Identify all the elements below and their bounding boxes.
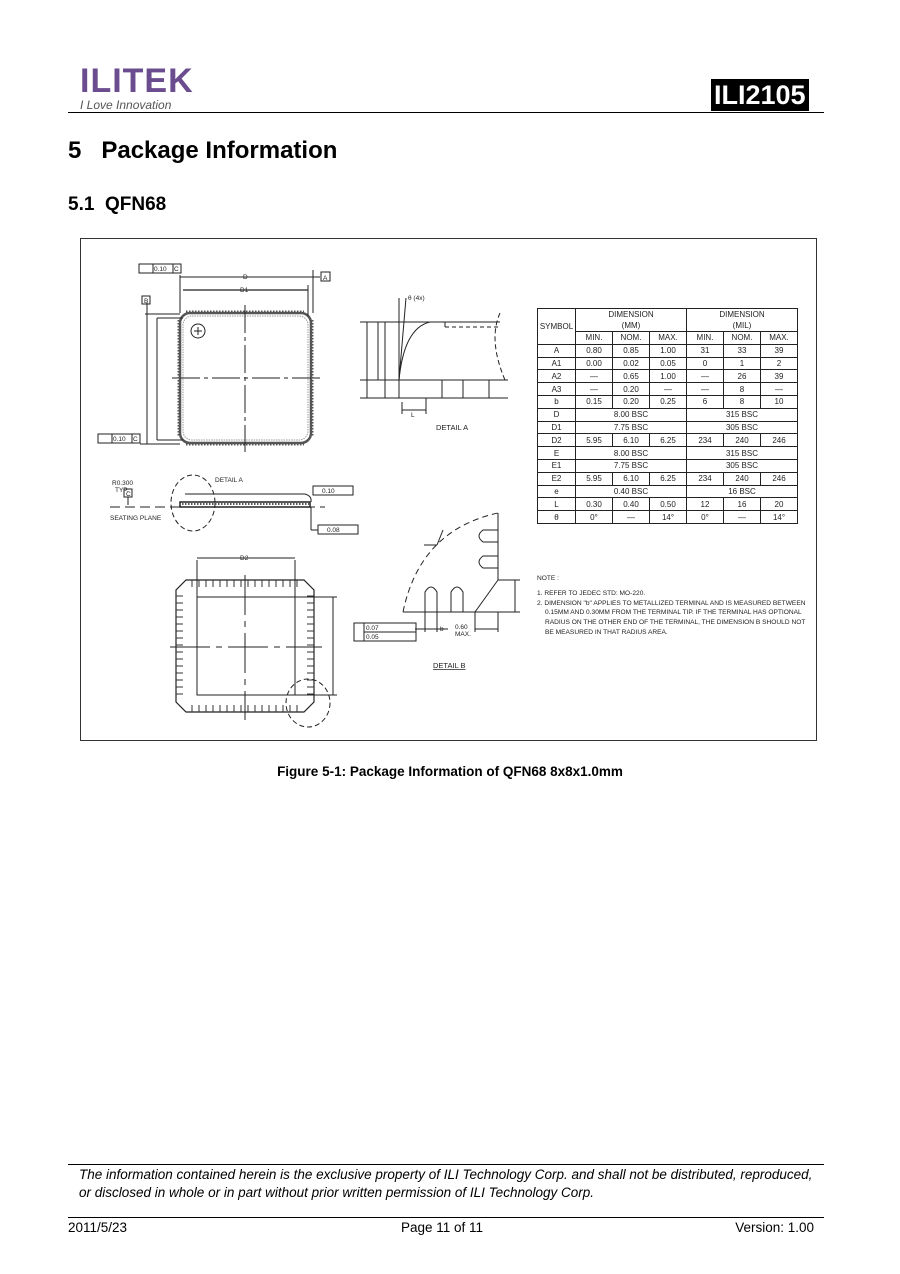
- svg-text:D: D: [243, 274, 248, 281]
- section-heading: 5 Package Information: [68, 137, 338, 164]
- svg-text:A: A: [323, 275, 328, 282]
- footer-page-number: Page 11 of 11: [400, 1220, 484, 1235]
- svg-text:0.07: 0.07: [366, 625, 379, 632]
- top-tol-label: 0.10: [154, 266, 167, 273]
- footer-version: Version: 1.00: [735, 1220, 814, 1235]
- svg-text:b: b: [440, 626, 444, 633]
- product-chip-label: ILI2105: [711, 79, 809, 111]
- table-row: A1 0.00 0.02 0.05 0 1 2: [538, 357, 798, 370]
- company-tagline: I Love Innovation: [80, 98, 172, 112]
- company-logo: ILITEK: [80, 62, 194, 100]
- subsection-heading: 5.1 QFN68: [68, 194, 167, 215]
- svg-text:0.05: 0.05: [366, 634, 379, 641]
- table-row: θ 0° — 14° 0° — 14°: [538, 511, 798, 524]
- svg-text:B: B: [144, 298, 149, 305]
- svg-text:0.60: 0.60: [455, 624, 468, 631]
- svg-text:DETAIL A: DETAIL A: [215, 477, 243, 484]
- table-row: E1 7.75 BSC 305 BSC: [538, 459, 798, 472]
- svg-text:R0.300: R0.300: [112, 480, 133, 487]
- svg-text:C: C: [126, 491, 131, 498]
- svg-text:D2: D2: [240, 555, 249, 562]
- drawing-notes: [537, 574, 807, 638]
- confidentiality-notice: The information contained herein is the exclusive property of ILI Technology Corp. and shall not be distributed, reproduced, or disclosed in whole or in part without prior written permission of ILI Technology Corp.: [79, 1167, 813, 1200]
- table-row: E2 5.95 6.10 6.25 234 240 246: [538, 472, 798, 485]
- table-row: A2 — 0.65 1.00 — 26 39: [538, 370, 798, 383]
- table-row: D2 5.95 6.10 6.25 234 240 246: [538, 434, 798, 447]
- figure-caption: Figure 5-1: Package Information of QFN68 8x8x1.0mm: [277, 764, 623, 779]
- svg-text:SEATING PLANE: SEATING PLANE: [110, 515, 162, 522]
- svg-text:0.08: 0.08: [327, 527, 340, 534]
- svg-text:L: L: [411, 412, 415, 419]
- svg-text:θ (4x): θ (4x): [408, 295, 425, 302]
- note-item: 2. DIMENSION "b" APPLIES TO METALLIZED TERMINAL AND IS MEASURED BETWEEN 0.15MM AND 0.30MM FROM THE TERMINAL TIP. IF THE TERMINAL HAS OPTIONAL RADIUS ON THE OTHER END OF THE TERMINAL, THE DIMENSION B SHOULD NOT BE MEASURED IN THAT RADIUS AREA.: [537, 599, 806, 636]
- footer-divider-bottom: [68, 1217, 824, 1218]
- notes-title: NOTE :: [537, 575, 559, 582]
- table-row: A3 — 0.20 — — 8 —: [538, 383, 798, 396]
- svg-text:0.10: 0.10: [113, 436, 126, 443]
- detail-b-title: DETAIL B: [433, 661, 466, 670]
- table-row: L 0.30 0.40 0.50 12 16 20: [538, 498, 798, 511]
- svg-text:C: C: [133, 436, 138, 443]
- detail-a-title: DETAIL A: [436, 423, 469, 432]
- table-row: D1 7.75 BSC 305 BSC: [538, 421, 798, 434]
- table-row: e 0.40 BSC 16 BSC: [538, 485, 798, 498]
- table-row: E 8.00 BSC 315 BSC: [538, 447, 798, 460]
- table-row: A 0.80 0.85 1.00 31 33 39: [538, 344, 798, 357]
- svg-text:MAX.: MAX.: [455, 631, 471, 638]
- svg-text:C: C: [174, 266, 179, 273]
- note-item: 1. REFER TO JEDEC STD: MO-220.: [537, 589, 646, 597]
- svg-text:D1: D1: [240, 287, 249, 294]
- footer-date: 2011/5/23: [68, 1220, 128, 1235]
- dimension-table: SYMBOL DIMENSION (MM) DIMENSION (MIL) MIN. NOM. MAX. MIN. NOM. MAX. A 0.80 0.85 1.00 31 33 39 A1 0.00 0.02 0.05 0 1 2 A2 — 0.65 1.00 — 26 39 A3 — 0.20 — — 8 — b 0.15 0.20 0.25 6 8 10 D 8.00 BSC 315 BSC D1 7.75 BSC 305 BSC D2 5.95 6.10 6.25 234 240 246 E 8.00 BSC 315 BSC E1 7.75 BSC 305 BSC E2 5.95 6.10 6.25 234 240 246 e 0.40 BSC 16 BSC L 0.30 0.40 0.50 12 16 20 θ 0° — 14° 0° — 14°: [537, 308, 798, 524]
- svg-text:TYP.: TYP.: [115, 487, 129, 494]
- svg-text:0.10: 0.10: [322, 488, 335, 495]
- table-row: D 8.00 BSC 315 BSC: [538, 408, 798, 421]
- table-row: b 0.15 0.20 0.25 6 8 10: [538, 395, 798, 408]
- footer-divider-top: [68, 1164, 824, 1165]
